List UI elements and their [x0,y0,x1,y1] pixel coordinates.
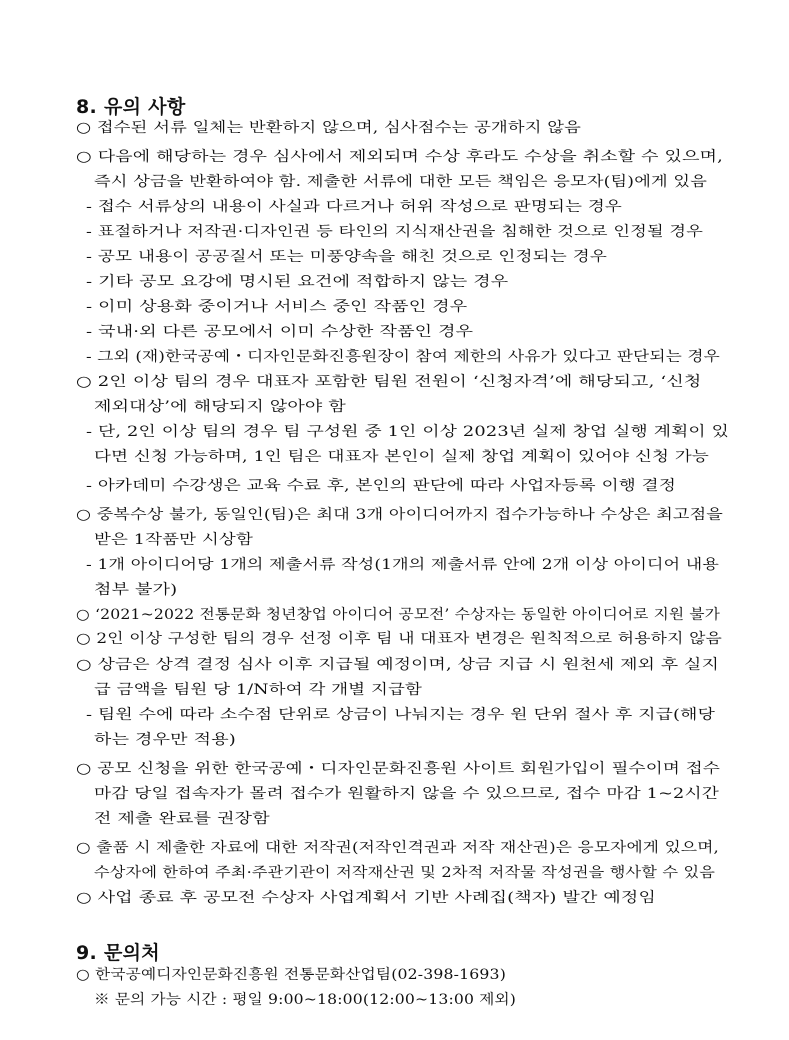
notice-line: - 이미 상용화 중이거나 서비스 중인 작품인 경우 [86,299,468,315]
notice-line: - 아카데미 수강생은 교육 수료 후, 본인의 판단에 따라 사업자등록 이행 결정 [86,478,676,494]
section-9-heading: 9. 문의처 [76,942,160,964]
notice-line: - 표절하거나 저작권·디자인권 등 타인의 지식재산권을 침해한 것으로 인정될 경우 [86,224,703,240]
notice-line: 첨부 불가) [94,582,178,598]
notice-line: - 접수 서류상의 내용이 사실과 다르거나 허위 작성으로 판명되는 경우 [86,199,622,215]
notice-line: - 1개 아이디어당 1개의 제출서류 작성(1개의 제출서류 안에 2개 이상 아이디어 내용 [86,557,719,573]
notice-line: ○ ‘2021~2022 전통문화 청년창업 아이디어 공모전’ 수상자는 동일한 아이디어로 지원 불가 [76,607,720,623]
notice-line: - 그외 (재)한국공예・디자인문화진흥원장이 참여 제한의 사유가 있다고 판단되는 경우 [86,349,720,365]
notice-line: 마감 당일 접속자가 몰려 접수가 원활하지 않을 수 있으므로, 접수 마감 1~2시간 [94,786,719,802]
notice-line: ○ 2인 이상 구성한 팀의 경우 선정 이후 팀 내 대표자 변경은 원칙적으로 허용하지 않음 [76,631,722,647]
notice-line: ○ 접수된 서류 일체는 반환하지 않으며, 심사점수는 공개하지 않음 [76,120,581,136]
notice-line: ○ 2인 이상 팀의 경우 대표자 포함한 팀원 전원이 ‘신청자격’에 해당되고, ‘신청 [76,374,702,390]
notice-line: 전 제출 완료를 권장함 [94,811,270,827]
notice-line: 다면 신청 가능하며, 1인 팀은 대표자 본인이 실제 창업 계획이 있어야 신청 가능 [94,449,709,465]
notice-line: - 기타 공모 요강에 명시된 요건에 적합하지 않는 경우 [86,274,509,290]
notice-line: ○ 상금은 상격 결정 심사 이후 지급될 예정이며, 상금 지급 시 원천세 제외 후 실지 [76,657,719,673]
notice-line: - 공모 내용이 공공질서 또는 미풍양속을 해친 것으로 인정되는 경우 [86,249,607,265]
notice-line: - 팀원 수에 따라 소수점 단위로 상금이 나눠지는 경우 원 단위 절사 후 지급(해당 [86,707,715,723]
contact-line: ○ 한국공예디자인문화진흥원 전통문화산업팀(02-398-1693) [76,967,506,983]
notice-line: 즉시 상금을 반환하여야 함. 제출한 서류에 대한 모든 책임은 응모자(팀)에게 있음 [94,174,707,190]
notice-line: ○ 중복수상 불가, 동일인(팀)은 최대 3개 아이디어까지 접수가능하나 수상은 최고점을 [76,507,723,523]
notice-line: 제외대상’에 해당되지 않아야 함 [94,399,346,415]
notice-line: 수상자에 한하여 주최·주관기관이 저작재산권 및 2차적 저작물 작성권을 행사할 수 있음 [94,865,715,881]
notice-line: - 단, 2인 이상 팀의 경우 팀 구성원 중 1인 이상 2023년 실제 창업 실행 계획이 있 [86,424,729,440]
notice-line: 하는 경우만 적용) [94,732,236,748]
notice-line: - 국내·외 다른 공모에서 이미 수상한 작품인 경우 [86,324,474,340]
notice-line: ○ 출품 시 제출한 자료에 대한 저작권(저작인격권과 저작 재산권)은 응모자에게 있으며, [76,840,719,856]
section-8-heading: 8. 유의 사항 [76,96,186,118]
notice-line: 급 금액을 팀원 당 1/N하여 각 개별 지급함 [94,682,422,698]
notice-line: ○ 공모 신청을 위한 한국공예・디자인문화진흥원 사이트 회원가입이 필수이며 접수 [76,761,720,777]
notice-line: ○ 다음에 해당하는 경우 심사에서 제외되며 수상 후라도 수상을 취소할 수 있으며, [76,149,723,165]
contact-line: ※ 문의 가능 시간 : 평일 9:00~18:00(12:00~13:00 제외) [94,992,516,1008]
notice-line: 받은 1작품만 시상함 [94,532,253,548]
notice-line: ○ 사업 종료 후 공모전 수상자 사업계획서 기반 사례집(책자) 발간 예정임 [76,890,656,906]
